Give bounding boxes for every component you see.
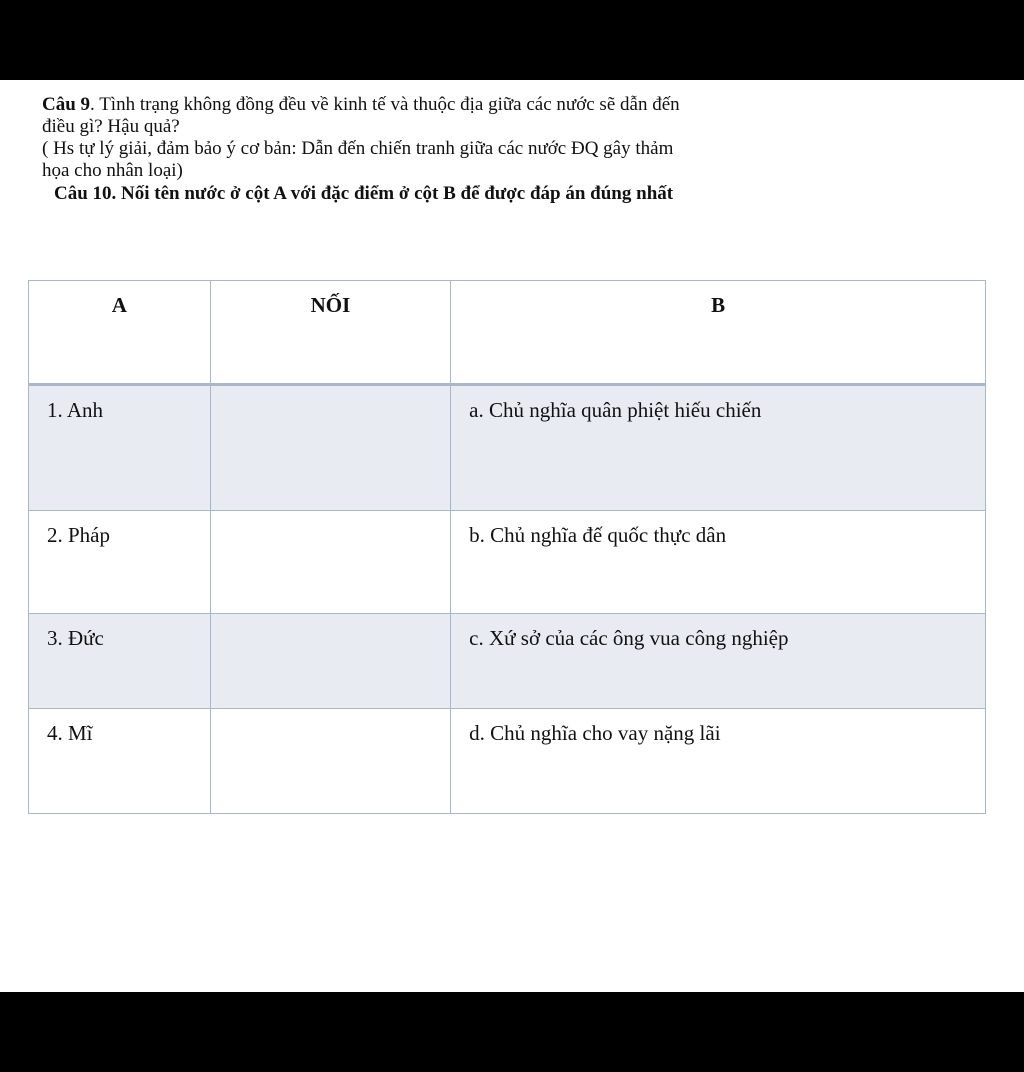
matching-table [28,280,986,814]
country-cell: 1. Anh [29,385,211,511]
header-column-a: A [29,281,211,385]
question-9-line-1 [42,94,992,116]
match-cell[interactable] [210,614,450,709]
header-column-b: B [451,281,986,385]
country-cell: 3. Đức [29,614,211,709]
question-9-line-2: điều gì? Hậu quả? [42,116,180,137]
feature-cell: c. Xứ sở của các ông vua công nghiệp [451,614,986,709]
header-column-noi: NỐI [210,281,450,385]
table-row [29,385,986,511]
question-9-number: Câu 9 [42,94,91,115]
match-cell[interactable] [210,709,450,814]
answer-note-line-1: ( Hs tự lý giải, đảm bảo ý cơ bản: Dẫn đến chiến tranh giữa các nước ĐQ gây thảm [42,138,674,159]
feature-cell: a. Chủ nghĩa quân phiệt hiếu chiến [451,385,986,511]
question-10-text: Câu 10. Nối tên nước ở cột A với đặc điểm ở cột B để được đáp án đúng nhất [54,183,674,204]
table-row [29,511,986,614]
feature-cell: b. Chủ nghĩa đế quốc thực dân [451,511,986,614]
document-page [0,80,1024,992]
table-row [29,709,986,814]
table-header-row [29,281,986,385]
feature-cell: d. Chủ nghĩa cho vay nặng lãi [451,709,986,814]
match-cell[interactable] [210,385,450,511]
question-9-text-1: . Tình trạng không đồng đều về kinh tế và thuộc địa giữa các nước sẽ dẫn đến [90,94,680,115]
match-cell[interactable] [210,511,450,614]
country-cell: 4. Mĩ [29,709,211,814]
country-cell: 2. Pháp [29,511,211,614]
table-row [29,614,986,709]
answer-note-line-2: họa cho nhân loại) [42,160,183,181]
question-text-block [42,94,992,205]
